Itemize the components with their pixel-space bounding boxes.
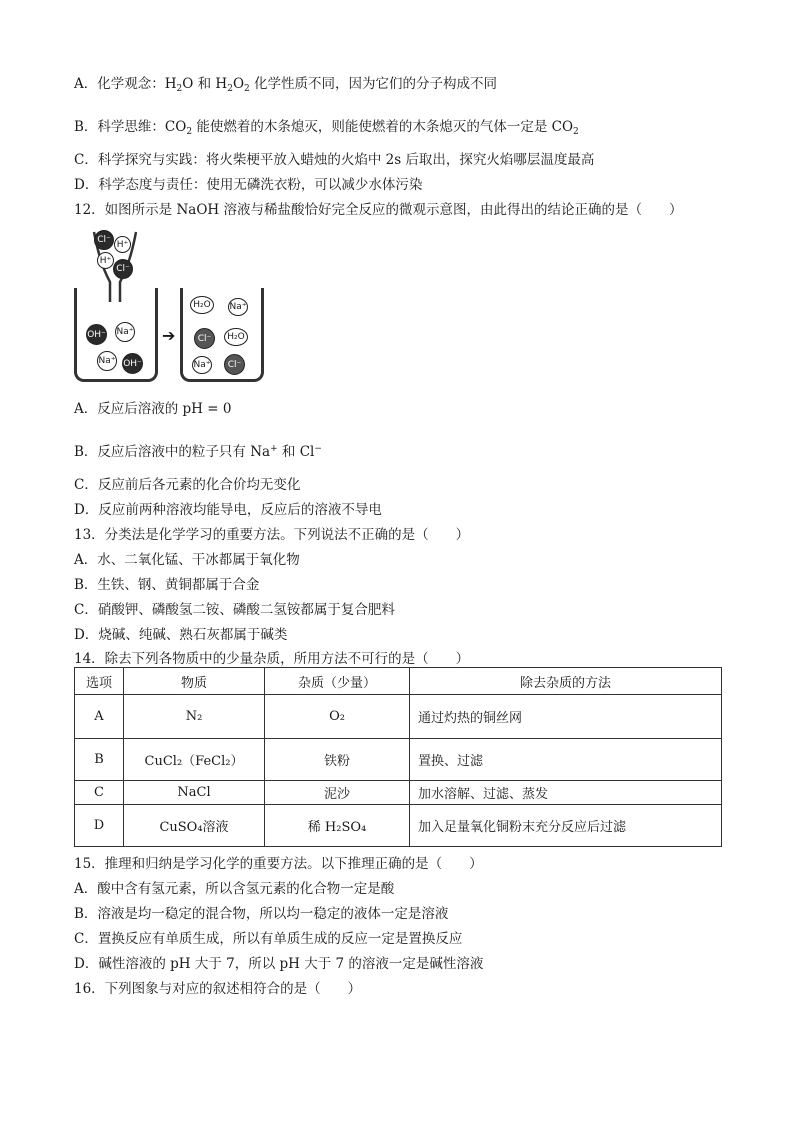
q15-option-c: C．置换反应有单质生成，所以有单质生成的反应一定是置换反应 (74, 931, 463, 947)
cell-substance: NaCl (124, 781, 265, 805)
ion-funnel-h: H⁺ (97, 252, 114, 269)
q12-option-d: D．反应前两种溶液均能导电，反应后的溶液不导电 (74, 502, 382, 518)
q15-stem: 15．推理和归纳是学习化学的重要方法。以下推理正确的是（ ） (74, 856, 483, 872)
table-row (75, 781, 722, 805)
cell-option: A (75, 695, 124, 739)
q12-option-a: A．反应后溶液的 pH = 0 (74, 401, 232, 417)
cell-impurity: 泥沙 (265, 781, 410, 805)
q13-stem: 13．分类法是化学学习的重要方法。下列说法不正确的是（ ） (74, 527, 470, 543)
cell-option: B (75, 739, 124, 781)
q11-option-b: B．科学思维：$CO_2$ 能使燃着的木条熄灭，则能使燃着的木条熄灭的气体一定是 $CO_2$ (74, 119, 579, 137)
ion-left-na: Na⁺ (97, 351, 117, 371)
ion-right-cl: Cl⁻ (194, 328, 215, 349)
ion-funnel-cl: Cl⁻ (94, 230, 114, 250)
molecule-right-h2o: H₂O (190, 296, 214, 314)
q14-table (74, 667, 722, 847)
table-row (75, 695, 722, 739)
q12-reaction-diagram (70, 224, 270, 386)
ion-right-na: Na⁺ (192, 356, 212, 374)
cell-impurity: O₂ (265, 695, 410, 739)
cell-substance: N₂ (124, 695, 265, 739)
header-method: 除去杂质的方法 (410, 668, 722, 695)
header-impurity: 杂质（少量） (265, 668, 410, 695)
ion-left-oh: OH⁻ (86, 324, 107, 345)
q16-stem: 16．下列图象与对应的叙述相符合的是（ ） (74, 981, 362, 997)
molecule-right-h2o: H₂O (224, 328, 248, 346)
table-row (75, 739, 722, 781)
q11-option-a: A．化学观念：$H_2O$ 和 $H_2O_2$ 化学性质不同，因为它们的分子构成不同 (74, 76, 498, 94)
q12-option-b: B．反应后溶液中的粒子只有 Na+ 和 Cl− (74, 444, 322, 460)
ion-left-oh: OH⁻ (122, 353, 143, 374)
ion-right-cl: Cl⁻ (224, 354, 245, 375)
q15-option-d: D．碱性溶液的 pH 大于 7，所以 pH 大于 7 的溶液一定是碱性溶液 (74, 956, 484, 972)
ion-funnel-h: H⁺ (114, 236, 131, 253)
cell-method: 通过灼热的铜丝网 (410, 695, 722, 739)
q15-option-b: B．溶液是均一稳定的混合物，所以均一稳定的液体一定是溶液 (74, 906, 449, 922)
q12-stem: 12．如图所示是 NaOH 溶液与稀盐酸恰好完全反应的微观示意图，由此得出的结论正确的是（ ） (74, 202, 683, 218)
q11-option-d: D．科学态度与责任：使用无磷洗衣粉，可以减少水体污染 (74, 177, 423, 193)
q14-stem: 14．除去下列各物质中的少量杂质，所用方法不可行的是（ ） (74, 651, 470, 667)
cell-impurity: 铁粉 (265, 739, 410, 781)
q12-option-c: C．反应前后各元素的化合价均无变化 (74, 477, 301, 493)
ion-funnel-cl: Cl⁻ (113, 259, 133, 279)
ion-right-na: Na⁺ (228, 298, 248, 316)
table-row (75, 805, 722, 847)
cell-substance: CuSO₄溶液 (124, 805, 265, 847)
cell-method: 置换、过滤 (410, 739, 722, 781)
q13-option-c: C．硝酸钾、磷酸氢二铵、磷酸二氢铵都属于复合肥料 (74, 602, 395, 618)
q13-option-d: D．烧碱、纯碱、熟石灰都属于碱类 (74, 627, 288, 643)
cell-impurity: 稀 H₂SO₄ (265, 805, 410, 847)
q15-option-a: A．酸中含有氢元素，所以含氢元素的化合物一定是酸 (74, 881, 395, 897)
q13-option-b: B．生铁、钢、黄铜都属于合金 (74, 577, 260, 593)
cell-method: 加水溶解、过滤、蒸发 (410, 781, 722, 805)
cell-option: C (75, 781, 124, 805)
reaction-arrow-icon: ➔ (162, 326, 176, 345)
ion-left-na: Na⁺ (115, 322, 135, 342)
q13-option-a: A．水、二氧化锰、干冰都属于氧化物 (74, 552, 300, 568)
table-header-row (75, 668, 722, 695)
header-substance: 物质 (124, 668, 265, 695)
cell-substance: CuCl₂（FeCl₂） (124, 739, 265, 781)
q11-option-c: C．科学探究与实践：将火柴梗平放入蜡烛的火焰中 2s 后取出，探究火焰哪层温度最高 (74, 152, 595, 168)
header-option: 选项 (75, 668, 124, 695)
cell-method: 加入足量氧化铜粉末充分反应后过滤 (410, 805, 722, 847)
cell-option: D (75, 805, 124, 847)
